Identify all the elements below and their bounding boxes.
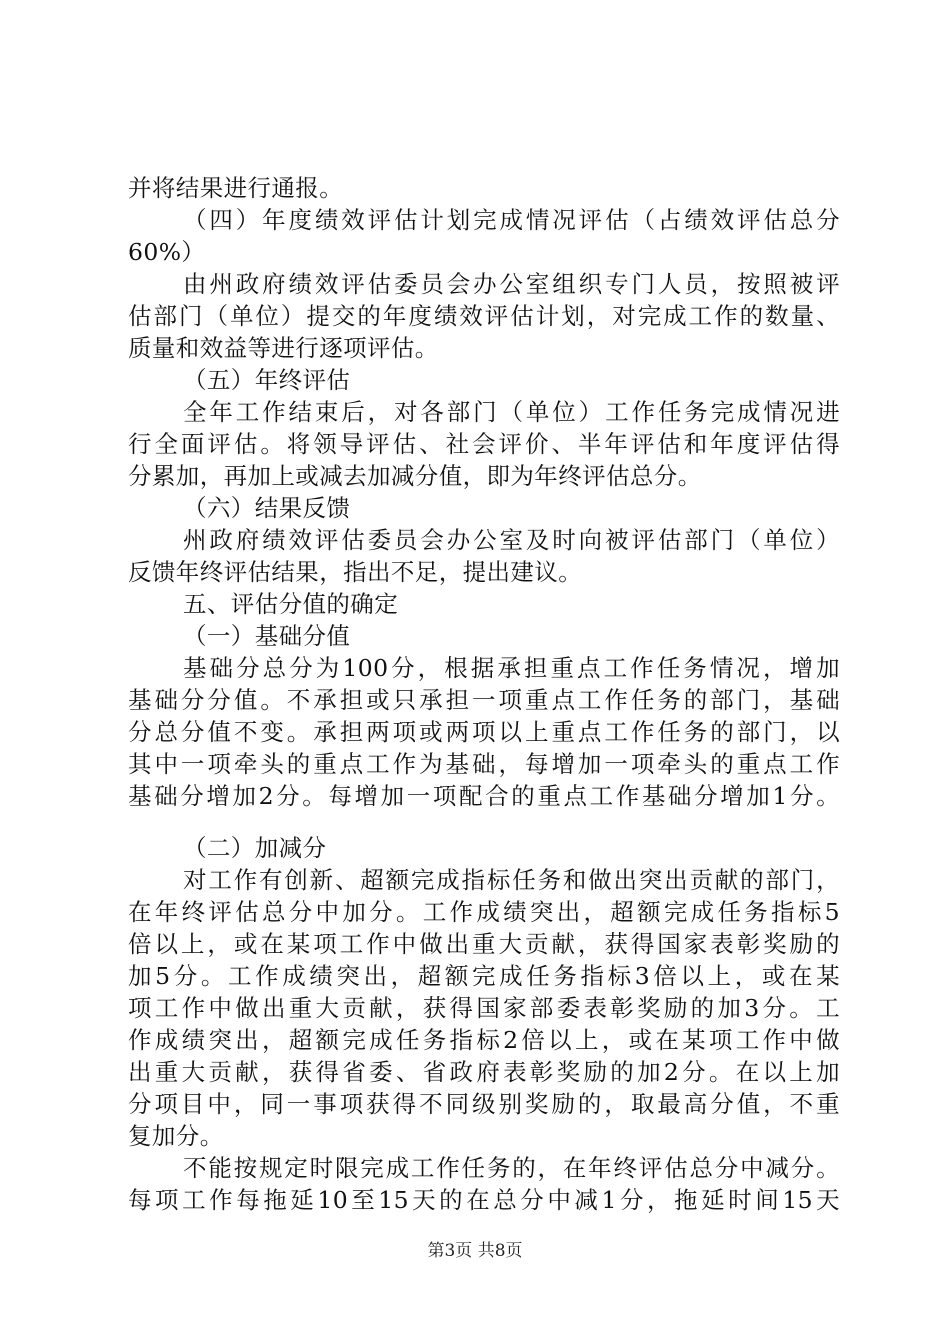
chapter-heading-5: 五、评估分值的确定 xyxy=(183,590,399,618)
text-line: 基础分分值。不承担或只承担一项重点工作任务的部门，基础 xyxy=(128,686,840,714)
text-line: 基础分增加2分。每增加一项配合的重点工作基础分增加1分。 xyxy=(128,782,840,810)
text-line: 对工作有创新、超额完成指标任务和做出突出贡献的部门， xyxy=(183,866,840,894)
text-line: 60%） xyxy=(128,238,206,266)
text-line: 由州政府绩效评估委员会办公室组织专门人员，按照被评 xyxy=(183,270,840,298)
text-line: 质量和效益等进行逐项评估。 xyxy=(128,334,439,362)
page-number-footer: 第3页 共8页 xyxy=(427,1241,523,1261)
document-body xyxy=(128,172,840,1216)
text-line: 反馈年终评估结果，指出不足，提出建议。 xyxy=(128,558,583,586)
text-line: 行全面评估。将领导评估、社会评价、半年评估和年度评估得 xyxy=(128,430,840,458)
text-line: 出重大贡献，获得省委、省政府表彰奖励的加2分。在以上加 xyxy=(128,1058,840,1086)
text-line: 不能按规定时限完成工作任务的，在年终评估总分中减分。 xyxy=(183,1154,840,1182)
section-heading-4: （四）年度绩效评估计划完成情况评估（占绩效评估总分 xyxy=(183,206,840,234)
text-line: 作成绩突出，超额完成任务指标2倍以上，或在某项工作中做 xyxy=(128,1026,840,1054)
text-line: 每项工作每拖延10至15天的在总分中减1分，拖延时间15天 xyxy=(128,1186,840,1214)
text-line: 加5分。工作成绩突出，超额完成任务指标3倍以上，或在某 xyxy=(128,962,840,990)
text-line: 倍以上，或在某项工作中做出重大贡献，获得国家表彰奖励的 xyxy=(128,930,840,958)
text-line: 在年终评估总分中加分。工作成绩突出，超额完成任务指标5 xyxy=(128,898,840,926)
section-heading-2: （二）加减分 xyxy=(183,834,327,862)
text-line: 其中一项牵头的重点工作为基础，每增加一项牵头的重点工作 xyxy=(128,750,840,778)
text-line: 分项目中，同一事项获得不同级别奖励的，取最高分值，不重 xyxy=(128,1090,840,1118)
text-line: 项工作中做出重大贡献，获得国家部委表彰奖励的加3分。工 xyxy=(128,994,840,1022)
text-line: 估部门（单位）提交的年度绩效评估计划，对完成工作的数量、 xyxy=(128,302,840,330)
section-heading-1: （一）基础分值 xyxy=(183,622,351,650)
text-line: 并将结果进行通报。 xyxy=(128,174,344,202)
text-line: 全年工作结束后，对各部门（单位）工作任务完成情况进 xyxy=(183,398,840,426)
text-line: 复加分。 xyxy=(128,1122,224,1150)
section-heading-5: （五）年终评估 xyxy=(183,366,351,394)
text-line: 基础分总分为100分，根据承担重点工作任务情况，增加 xyxy=(183,654,840,682)
section-heading-6: （六）结果反馈 xyxy=(183,494,351,522)
text-line: 分累加，再加上或减去加减分值，即为年终评估总分。 xyxy=(128,462,702,490)
text-line: 分总分值不变。承担两项或两项以上重点工作任务的部门，以 xyxy=(128,718,840,746)
paragraph-gap xyxy=(128,812,840,832)
text-line: 州政府绩效评估委员会办公室及时向被评估部门（单位） xyxy=(183,526,840,554)
